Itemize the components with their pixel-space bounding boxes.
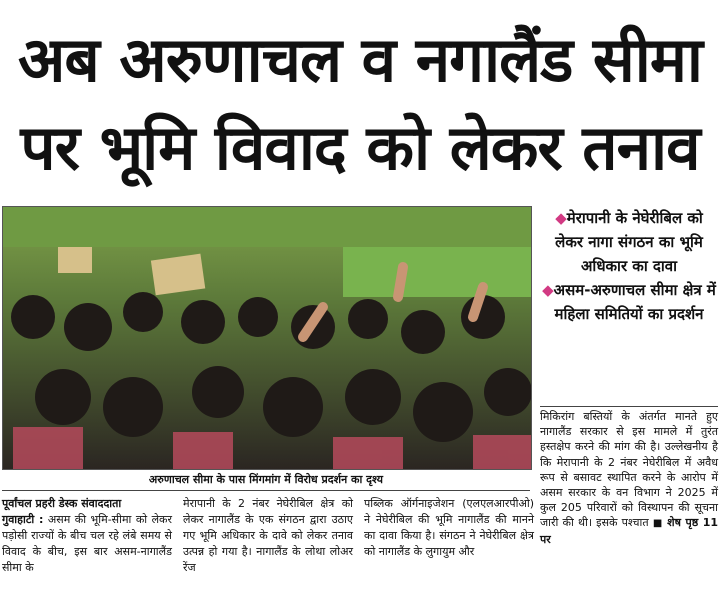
byline: पूर्वांचल प्रहरी डेस्क संवाददाता [2,497,122,510]
highlight-item [540,206,718,278]
square-bullet-icon: ■ [652,518,663,530]
headline [0,0,720,200]
article-column-3: पब्लिक ऑर्गनाइजेशन (एलएलआरपीओ) ने नेघेरीबिल की भूमि नागालैंड की मानने का दावा किया है। संगठन ने नेघेरीबिल क्षेत्र को नागालैंड के लुगायुम और [364,497,534,558]
highlight-text: असम-अरुणाचल सीमा क्षेत्र में महिला समितियों का प्रदर्शन [553,281,716,323]
dateline: गुवाहाटी : [2,513,44,526]
diamond-bullet-icon: ◆ [555,209,567,227]
article-column-2: मेरापानी के 2 नंबर नेघेरीबिल क्षेत्र को लेकर नागालैंड के एक संगठन द्वारा उठाए गए भूमि अधिकार के दावे को लेकर तनाव उत्पन्न हो गया है। नागालैंड के लोथा लोअर रेंज [183,497,353,574]
sidebar-article-text [540,406,718,547]
article-text: असम की भूमि-सीमा को लेकर पड़ोसी राज्यों के बीच चल रहे लंबे समय से विवाद के बीच, इस बार असम-नागालैंड सीमा के [2,513,172,574]
diamond-bullet-icon: ◆ [542,281,554,299]
article-column-1 [2,496,172,576]
headline-line-2: पर भूमि विवाद को लेकर तनाव [20,111,700,184]
sidebar-paragraph: मिकिरांग बस्तियों के अंतर्गत मानते हुए नागालैंड सरकार से इस मामले में तुरंत हस्तक्षेप करने की मांग की है। उल्लेखनीय है कि मेरापानी के 2 नंबर नेघेरीबिल में अवैध रूप से बसावट स्थापित करने के आरोप में असम सरकार के वन विभाग ने 2025 में कुल 205 परिवारों को विस्थापन की सूचना जारी की थी। इसके पश्चात [540,410,718,530]
highlight-text: मेरापानी के नेघेरीबिल को लेकर नागा संगठन का भूमि अधिकार का दावा [555,209,703,275]
headline-line-1: अब अरुणाचल व नगालैंड सीमा [17,23,702,96]
protest-photo [2,206,532,470]
continued-on-page: शेष पृष्ठ 11 पर [540,516,719,546]
photo-caption: अरुणाचल सीमा के पास मिंगमांग में विरोध प्रदर्शन का दृश्य [2,470,530,491]
highlight-item [540,278,718,326]
highlights-box [540,206,718,402]
